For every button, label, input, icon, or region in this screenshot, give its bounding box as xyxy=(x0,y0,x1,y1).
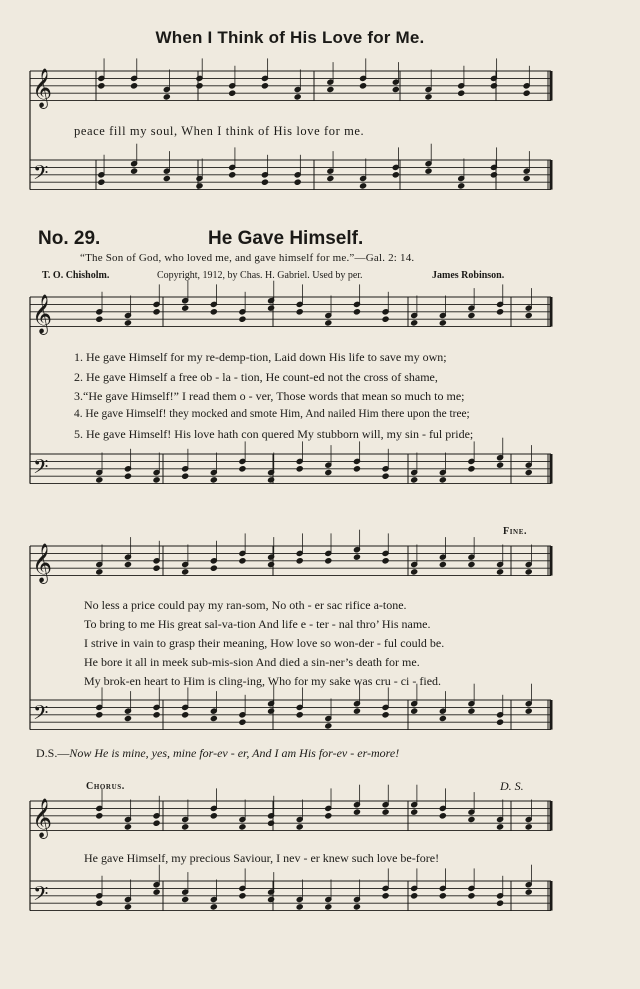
system-3-treble-notehead xyxy=(353,554,360,560)
system-2-bass-notehead xyxy=(210,477,217,483)
system-3-bass-notehead xyxy=(353,708,360,714)
system-3-treble-notehead xyxy=(239,558,246,564)
system-2-bass-notehead xyxy=(239,466,246,472)
system-2-bass-notehead xyxy=(96,477,103,483)
hymn-number: No. 29. xyxy=(38,228,101,249)
system-3-treble-notehead xyxy=(296,558,303,564)
system-1-bass-notehead xyxy=(458,183,465,189)
author-credit: T. O. Chisholm. xyxy=(42,270,110,281)
verse-line-5b: My brok-en heart to Him is cling-ing, Who for my sake was cru - ci - fied. xyxy=(84,674,442,688)
system-2-treble-notehead xyxy=(239,316,246,322)
verse-line-2b: To bring to me His great sal-va-tion And life e - ter - nal thro’ His name. xyxy=(84,617,431,631)
system-3-treble-notehead xyxy=(210,565,217,571)
system-1-treble-notehead xyxy=(261,83,268,89)
system-3-treble-notehead xyxy=(411,569,418,575)
system-3-treble-notehead xyxy=(124,561,131,567)
verse-line-1a: 1. He gave Himself for my re-demp-tion, Laid down His life to save my own; xyxy=(74,350,447,364)
hymn-top-lyric: peace fill my soul, When I think of His love for me. xyxy=(74,124,365,138)
system-4-bass-notehead xyxy=(439,893,446,899)
verse-line-1b: No less a price could pay my ran-som, No oth - er sac rifice a-tone. xyxy=(84,598,407,612)
system-2-treble-notehead xyxy=(153,309,160,315)
system-1-treble-notehead xyxy=(98,83,105,89)
system-4-treble-notehead xyxy=(468,816,475,822)
system-4-treble-notehead xyxy=(382,809,389,815)
system-2-bass-clef: 𝄢 xyxy=(33,455,49,483)
verse-line-3a: 3.“He gave Himself!” I read them o - ver, Those words that mean so much to me; xyxy=(74,389,465,403)
hymn-top-title: When I Think of His Love for Me. xyxy=(155,28,425,47)
system-3-bass-notehead xyxy=(325,723,332,729)
system-1-treble-notehead xyxy=(458,90,465,96)
system-3-treble-notehead xyxy=(96,569,103,575)
copyright-credit: Copyright, 1912, by Chas. H. Gabriel. Used by per. xyxy=(157,270,363,281)
system-1-treble-notehead xyxy=(425,94,432,100)
system-3-bass-notehead xyxy=(382,712,389,718)
system-1-treble-notehead xyxy=(523,90,530,96)
system-3-treble-notehead xyxy=(439,561,446,567)
system-3-bass-notehead xyxy=(153,712,160,718)
system-2-treble-notehead xyxy=(210,309,217,315)
system-3-treble-notehead xyxy=(182,569,189,575)
system-2-treble-notehead xyxy=(411,320,418,326)
system-4-treble-notehead xyxy=(439,813,446,819)
system-2-treble-notehead xyxy=(296,309,303,315)
system-1-bass-notehead xyxy=(131,168,138,174)
system-3-bass-notehead xyxy=(411,708,418,714)
system-4-bass-notehead xyxy=(353,904,360,910)
system-4-bass-notehead xyxy=(382,893,389,899)
system-1-bass-notehead xyxy=(261,179,268,185)
system-1-bass-notehead xyxy=(425,168,432,174)
system-4-treble-notehead xyxy=(325,813,332,819)
system-1-bass-notehead xyxy=(294,179,301,185)
hymn-title: He Gave Himself. xyxy=(208,228,364,249)
system-3-bass-notehead xyxy=(210,715,217,721)
system-2-treble-notehead xyxy=(439,320,446,326)
system-2-treble-notehead xyxy=(325,320,332,326)
system-1-bass-notehead xyxy=(196,183,203,189)
verse-line-5a: 5. He gave Himself! His love hath con quered My stubborn will, my sin - ful pride; xyxy=(74,427,474,441)
system-3-bass-notehead xyxy=(439,715,446,721)
system-1-bass-notehead xyxy=(229,172,236,178)
epigraph: “The Son of God, who loved me, and gave himself for me.”—Gal. 2: 14. xyxy=(80,252,415,264)
system-4-bass-notehead xyxy=(96,900,103,906)
system-2-bass-notehead xyxy=(468,466,475,472)
system-4-bass-notehead xyxy=(411,893,418,899)
system-3-bass-notehead xyxy=(182,712,189,718)
system-2-treble-notehead xyxy=(382,316,389,322)
system-1-bass-notehead xyxy=(392,172,399,178)
system-4-bass-notehead xyxy=(296,904,303,910)
ds-refrain-line xyxy=(36,746,399,761)
system-2-bass-notehead xyxy=(497,462,504,468)
system-4-treble-notehead xyxy=(239,824,246,830)
system-1-bass-notehead xyxy=(327,175,334,181)
system-2-bass-notehead xyxy=(382,473,389,479)
verse-line-3b: I strive in vain to grasp their meaning, How love so won-der - ful could be. xyxy=(84,636,445,650)
system-3-treble-notehead xyxy=(497,569,504,575)
system-1-bass-notehead xyxy=(523,175,530,181)
system-4-treble-notehead xyxy=(182,824,189,830)
system-4-bass-notehead xyxy=(210,904,217,910)
system-4-bass-notehead xyxy=(525,889,532,895)
system-2-bass-notehead xyxy=(153,477,160,483)
system-4-bass-notehead xyxy=(239,893,246,899)
system-4-treble-notehead xyxy=(411,809,418,815)
system-4-bass-notehead xyxy=(182,896,189,902)
system-4-bass-notehead xyxy=(325,904,332,910)
system-2-bass-notehead xyxy=(353,466,360,472)
system-2-treble-notehead xyxy=(124,320,131,326)
system-1-bass-clef: 𝄢 xyxy=(33,161,49,189)
system-2-bass-notehead xyxy=(296,466,303,472)
ds-lead: D.S.— xyxy=(36,746,70,760)
system-4-treble-notehead xyxy=(296,824,303,830)
system-4-treble-notehead xyxy=(353,809,360,815)
system-4-treble-notehead xyxy=(497,824,504,830)
system-3-bass-notehead xyxy=(96,712,103,718)
ds-mark: D. S. xyxy=(500,779,524,793)
system-4-bass-clef: 𝄢 xyxy=(33,882,49,910)
system-3-bass-notehead xyxy=(525,708,532,714)
system-3-bass-notehead xyxy=(497,719,504,725)
system-4-treble-notehead xyxy=(210,813,217,819)
system-2-treble-notehead xyxy=(468,312,475,318)
system-1-treble-notehead xyxy=(360,83,367,89)
system-2-treble-notehead xyxy=(96,316,103,322)
system-1-treble-notehead xyxy=(131,83,138,89)
system-3-bass-notehead xyxy=(468,708,475,714)
system-3-treble-notehead xyxy=(153,565,160,571)
system-2-treble-notehead xyxy=(353,309,360,315)
system-4-bass-notehead xyxy=(124,904,131,910)
ds-text: Now He is mine, yes, mine for-ev - er, And I am His for-ev - er-more! xyxy=(69,746,400,760)
system-3-bass-clef: 𝄢 xyxy=(33,701,49,729)
system-1-bass-notehead xyxy=(163,175,170,181)
verse-line-4a: 4. He gave Himself! they mocked and smote Him, And nailed Him there upon the tree; xyxy=(74,408,470,420)
system-1-bass-notehead xyxy=(360,183,367,189)
system-4-treble-notehead xyxy=(124,824,131,830)
system-4-bass-notehead xyxy=(468,893,475,899)
system-2-treble-notehead xyxy=(497,309,504,315)
system-4-treble-notehead xyxy=(96,813,103,819)
system-3-treble-notehead xyxy=(468,561,475,567)
system-3-treble-notehead xyxy=(325,558,332,564)
system-2-bass-notehead xyxy=(325,469,332,475)
system-2-bass-notehead xyxy=(439,477,446,483)
system-4-bass-notehead xyxy=(497,900,504,906)
verse-line-2a: 2. He gave Himself a free ob - la - tion, He count-ed not the cross of shame, xyxy=(74,370,438,384)
system-1-treble-notehead xyxy=(327,86,334,92)
system-3-treble-notehead xyxy=(382,558,389,564)
system-2-bass-notehead xyxy=(182,473,189,479)
system-1-treble-notehead xyxy=(392,86,399,92)
system-1-treble-notehead xyxy=(229,90,236,96)
system-2-treble-notehead xyxy=(182,305,189,311)
verse-line-4b: He bore it all in meek sub-mis-sion And died a sin-ner’s death for me. xyxy=(84,655,420,669)
system-1-bass-notehead xyxy=(98,179,105,185)
system-1-treble-notehead xyxy=(196,83,203,89)
system-2-treble-clef: 𝄞 xyxy=(32,294,53,334)
chorus-lyric: He gave Himself, my precious Saviour, I nev - er knew such love be-fore! xyxy=(84,851,440,865)
system-3-treble-notehead xyxy=(525,569,532,575)
system-4-treble-notehead xyxy=(153,820,160,826)
system-4-treble-notehead xyxy=(525,824,532,830)
system-1-treble-notehead xyxy=(163,94,170,100)
system-3-treble-clef: 𝄞 xyxy=(32,543,53,583)
system-2-bass-notehead xyxy=(124,473,131,479)
system-2-bass-notehead xyxy=(525,469,532,475)
system-4-bass-notehead xyxy=(153,889,160,895)
system-2-treble-notehead xyxy=(525,312,532,318)
system-3-bass-notehead xyxy=(124,715,131,721)
system-4-treble-clef: 𝄞 xyxy=(32,798,53,838)
system-1-treble-notehead xyxy=(294,94,301,100)
system-2-bass-notehead xyxy=(411,477,418,483)
composer-credit: James Robinson. xyxy=(432,270,505,281)
system-1-treble-clef: 𝄞 xyxy=(32,68,53,108)
system-3-bass-notehead xyxy=(296,712,303,718)
fine-label: Fine. xyxy=(503,526,528,537)
system-3-bass-notehead xyxy=(239,719,246,725)
chorus-label: Chorus. xyxy=(86,781,125,792)
